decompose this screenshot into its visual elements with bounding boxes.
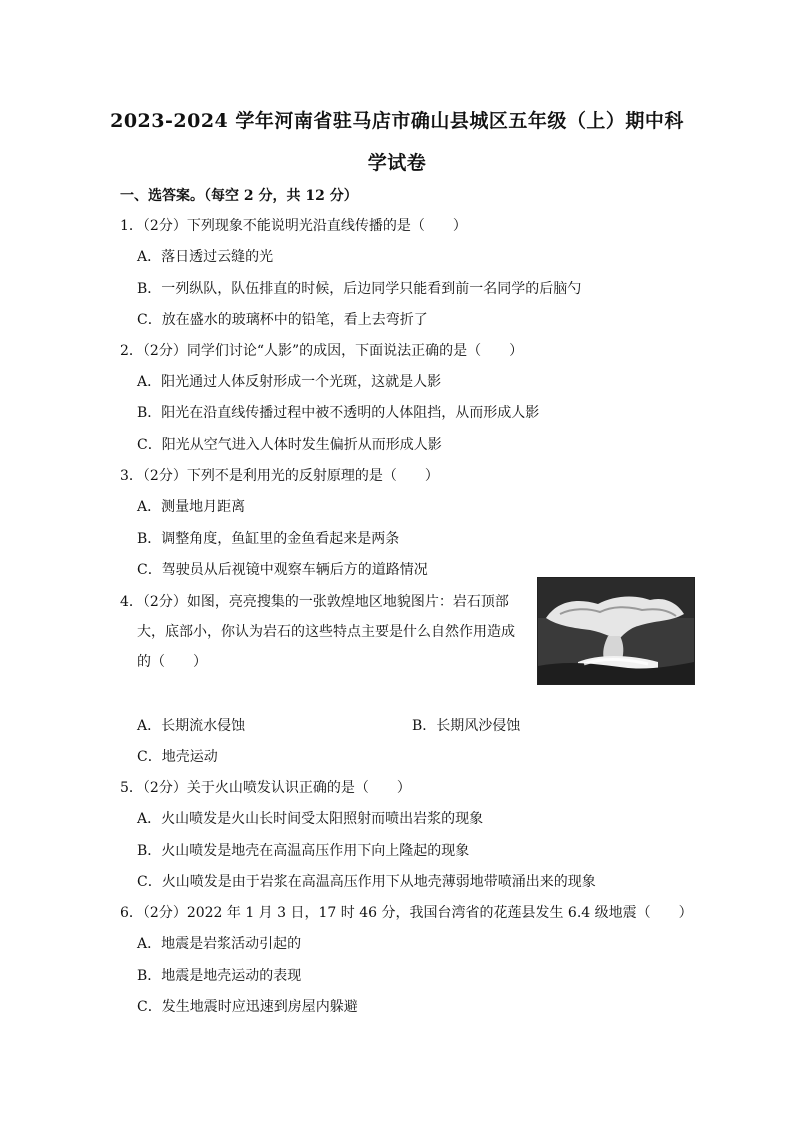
question-4-stem-line2: 大，底部小，你认为岩石的这些特点主要是什么自然作用造成 — [137, 624, 515, 640]
exam-title-line2: 学试卷 — [367, 152, 427, 174]
question-2-option-a: A．阳光通过人体反射形成一个光斑，这就是人影 — [137, 374, 442, 390]
question-4-option-c: C．地壳运动 — [137, 749, 218, 765]
dunhuang-landform-photo — [537, 577, 695, 685]
exam-title-line1: 2023-2024 学年河南省驻马店市确山县城区五年级（上）期中科 — [110, 110, 684, 132]
question-1-option-b: B．一列纵队，队伍排直的时候，后边同学只能看到前一名同学的后脑勺 — [137, 281, 582, 297]
question-1-option-a: A．落日透过云缝的光 — [137, 249, 274, 265]
question-5-stem: 5．（2分）关于火山喷发认识正确的是（ ） — [120, 780, 411, 796]
question-5-option-b: B．火山喷发是地壳在高温高压作用下向上隆起的现象 — [137, 843, 470, 859]
question-4-option-a: A．长期流水侵蚀 — [137, 718, 246, 734]
question-4-stem-line1: 4．（2分）如图，亮亮搜集的一张敦煌地区地貌图片：岩石顶部 — [120, 594, 509, 610]
rock-photo-illustration — [538, 578, 694, 684]
question-3-stem: 3．（2分）下列不是利用光的反射原理的是（ ） — [120, 468, 439, 484]
question-6-option-a: A．地震是岩浆活动引起的 — [137, 936, 302, 952]
question-5-option-a: A．火山喷发是火山长时间受太阳照射而喷出岩浆的现象 — [137, 811, 484, 827]
question-4-stem-line3: 的（ ） — [137, 654, 207, 670]
question-3-option-a: A．测量地月距离 — [137, 499, 246, 515]
question-1-stem: 1．（2分）下列现象不能说明光沿直线传播的是（ ） — [120, 218, 467, 234]
section-heading: 一、选答案。（每空 2 分，共 12 分） — [120, 188, 358, 204]
question-6-option-b: B．地震是地壳运动的表现 — [137, 968, 302, 984]
question-5-option-c: C．火山喷发是由于岩浆在高温高压作用下从地壳薄弱地带喷涌出来的现象 — [137, 874, 596, 890]
question-3-option-c: C．驾驶员从后视镜中观察车辆后方的道路情况 — [137, 562, 428, 578]
question-2-stem: 2．（2分）同学们讨论“人影”的成因，下面说法正确的是（ ） — [120, 343, 524, 359]
question-6-option-c: C．发生地震时应迅速到房屋内躲避 — [137, 999, 358, 1015]
question-2-option-c: C．阳光从空气进入人体时发生偏折从而形成人影 — [137, 437, 442, 453]
question-4-option-b: B．长期风沙侵蚀 — [412, 718, 521, 734]
question-6-stem: 6．（2分）2022 年 1 月 3 日，17 时 46 分，我国台湾省的花莲县发生 6.4 级地震（ ） — [120, 905, 693, 921]
question-1-option-c: C．放在盛水的玻璃杯中的铅笔，看上去弯折了 — [137, 312, 428, 328]
question-2-option-b: B．阳光在沿直线传播过程中被不透明的人体阻挡，从而形成人影 — [137, 405, 540, 421]
question-3-option-b: B．调整角度，鱼缸里的金鱼看起来是两条 — [137, 531, 400, 547]
